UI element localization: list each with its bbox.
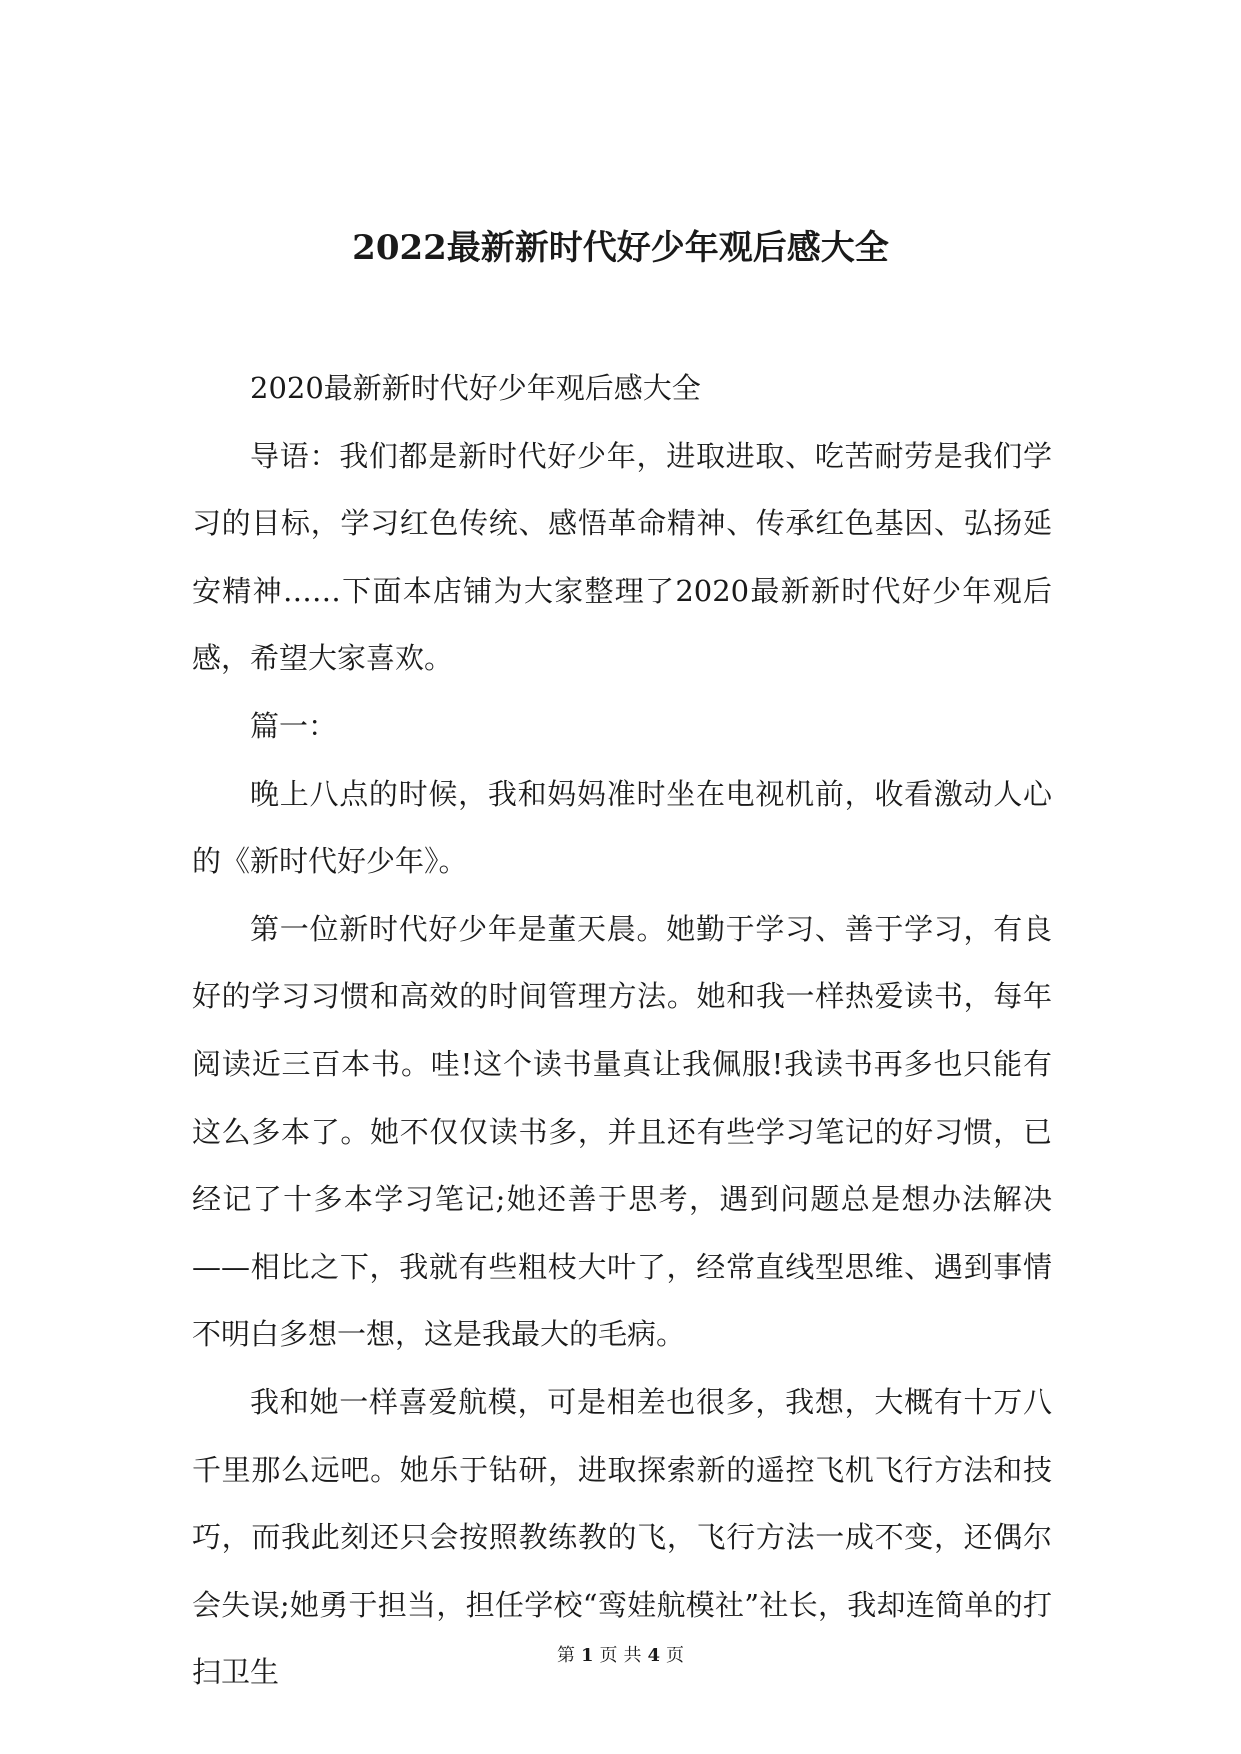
- total-page-count: 4: [647, 1645, 661, 1666]
- document-body: [192, 355, 1052, 1707]
- paragraph: 我和她一样喜爱航模，可是相差也很多，我想，大概有十万八千里那么远吧。她乐于钻研，进取探索新的遥控飞机飞行方法和技巧，而我此刻还只会按照教练教的飞，飞行方法一成不变，还偶尔会失误;她勇于担当，担任学校“鸾娃航模社”社长，我却连简单的打扫卫生: [192, 1384, 1052, 1690]
- page-footer: [0, 1644, 1241, 1668]
- paragraph-section-heading: 篇一：: [250, 708, 338, 743]
- paragraph-intro: 导语：我们都是新时代好少年，进取进取、吃苦耐劳是我们学习的目标，学习红色传统、感悟革命精神、传承红色基因、弘扬延安精神……下面本店铺为大家整理了2020最新新时代好少年观后感，希望大家喜欢。: [192, 438, 1052, 676]
- document-title: 2022最新新时代好少年观后感大全: [352, 228, 889, 268]
- footer-total-prefix: 共: [623, 1645, 642, 1666]
- paragraph: 晚上八点的时候，我和妈妈准时坐在电视机前，收看激动人心的《新时代好少年》。: [192, 776, 1052, 879]
- footer-prefix: 第: [556, 1645, 575, 1666]
- current-page-number: 1: [580, 1645, 594, 1666]
- footer-page-word: 页: [599, 1645, 618, 1666]
- paragraph-subtitle: 2020最新新时代好少年观后感大全: [250, 371, 701, 405]
- paragraph: 第一位新时代好少年是董天晨。她勤于学习、善于学习，有良好的学习习惯和高效的时间管理方法。她和我一样热爱读书，每年阅读近三百本书。哇!这个读书量真让我佩服!我读书再多也只能有这么多本了。她不仅仅读书多，并且还有些学习笔记的好习惯，已经记了十多本学习笔记;她还善于思考，遇到问题总是想办法解决——相比之下，我就有些粗枝大叶了，经常直线型思维、遇到事情不明白多想一想，这是我最大的毛病。: [192, 911, 1052, 1352]
- footer-suffix: 页: [666, 1645, 685, 1666]
